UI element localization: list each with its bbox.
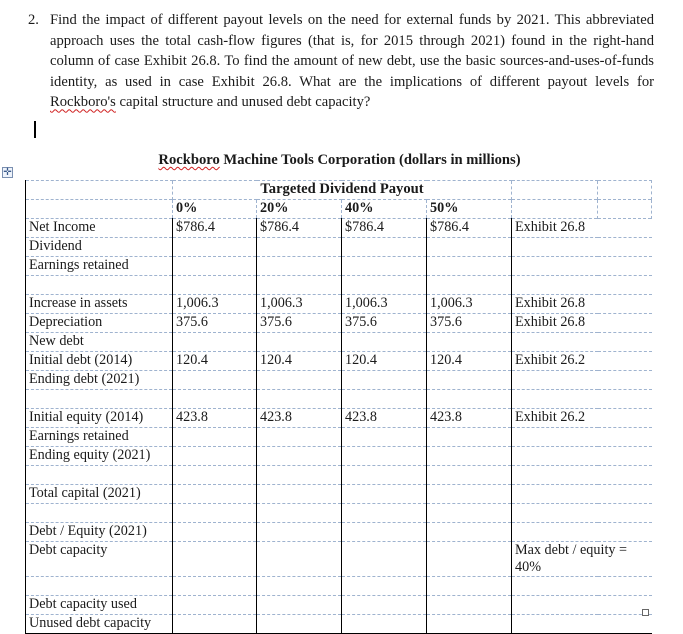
table-row <box>26 504 652 523</box>
value-cell[interactable] <box>342 596 427 615</box>
payout-header: 40% <box>342 200 427 219</box>
row-label[interactable] <box>26 390 173 409</box>
value-cell[interactable] <box>173 257 257 276</box>
value-cell[interactable]: 1,006.3 <box>342 295 427 314</box>
group-header: Targeted Dividend Payout <box>173 181 512 200</box>
value-cell[interactable] <box>427 504 512 523</box>
value-cell[interactable]: 1,006.3 <box>173 295 257 314</box>
value-cell[interactable] <box>173 447 257 466</box>
source-cell[interactable] <box>512 238 652 257</box>
value-cell[interactable] <box>173 615 257 634</box>
value-cell[interactable] <box>257 466 342 485</box>
source-cell[interactable] <box>512 371 652 390</box>
table-row <box>26 447 652 466</box>
value-cell[interactable] <box>173 542 257 577</box>
value-cell[interactable]: 120.4 <box>257 352 342 371</box>
value-cell[interactable] <box>257 238 342 257</box>
value-cell[interactable] <box>257 428 342 447</box>
table-row <box>26 577 652 596</box>
value-cell[interactable] <box>173 276 257 295</box>
value-cell[interactable] <box>173 390 257 409</box>
value-cell[interactable] <box>427 447 512 466</box>
value-cell[interactable] <box>342 447 427 466</box>
title-company: Rockboro <box>158 152 220 168</box>
row-label[interactable]: Debt capacity <box>26 542 173 577</box>
value-cell[interactable] <box>257 276 342 295</box>
row-label[interactable]: Net Income <box>26 219 173 238</box>
value-cell[interactable] <box>342 542 427 577</box>
value-cell[interactable] <box>427 428 512 447</box>
value-cell[interactable] <box>342 428 427 447</box>
value-cell[interactable]: $786.4 <box>427 219 512 238</box>
value-cell[interactable] <box>342 238 427 257</box>
row-label[interactable]: Ending debt (2021) <box>26 371 173 390</box>
value-cell[interactable] <box>342 333 427 352</box>
value-cell[interactable] <box>427 485 512 504</box>
table-row <box>26 371 652 390</box>
value-cell[interactable]: $786.4 <box>342 219 427 238</box>
row-label[interactable]: Initial equity (2014) <box>26 409 173 428</box>
value-cell[interactable] <box>427 596 512 615</box>
value-cell[interactable] <box>257 523 342 542</box>
row-label[interactable]: Initial debt (2014) <box>26 352 173 371</box>
table-row <box>26 276 652 295</box>
source-cell[interactable] <box>512 466 652 485</box>
value-cell[interactable] <box>427 257 512 276</box>
value-cell[interactable] <box>427 238 512 257</box>
value-cell[interactable] <box>342 523 427 542</box>
value-cell[interactable] <box>173 371 257 390</box>
value-cell[interactable] <box>257 615 342 634</box>
table-row <box>26 615 652 634</box>
value-cell[interactable] <box>173 596 257 615</box>
source-cell[interactable] <box>512 276 652 295</box>
row-label[interactable] <box>26 466 173 485</box>
value-cell[interactable]: 423.8 <box>173 409 257 428</box>
value-cell[interactable] <box>257 596 342 615</box>
value-cell[interactable] <box>342 485 427 504</box>
source-cell[interactable] <box>512 485 652 504</box>
value-cell[interactable] <box>427 577 512 596</box>
value-cell[interactable] <box>257 257 342 276</box>
data-table <box>25 180 652 634</box>
table-title: Rockboro Machine Tools Corporation (dollars in millions) <box>158 152 521 168</box>
source-cell[interactable] <box>512 333 652 352</box>
row-label[interactable]: Earnings retained <box>26 428 173 447</box>
row-label[interactable]: Total capital (2021) <box>26 485 173 504</box>
value-cell[interactable] <box>427 276 512 295</box>
source-cell[interactable]: Exhibit 26.8 <box>512 219 652 238</box>
value-cell[interactable]: 423.8 <box>342 409 427 428</box>
row-label[interactable]: Debt capacity used <box>26 596 173 615</box>
source-cell[interactable] <box>512 257 652 276</box>
value-cell[interactable] <box>427 466 512 485</box>
table-row <box>26 428 652 447</box>
row-label[interactable]: Depreciation <box>26 314 173 333</box>
value-cell[interactable]: 375.6 <box>342 314 427 333</box>
payout-header: 50% <box>427 200 512 219</box>
value-cell[interactable] <box>342 466 427 485</box>
value-cell[interactable] <box>173 577 257 596</box>
value-cell[interactable] <box>257 371 342 390</box>
row-label[interactable]: Dividend <box>26 238 173 257</box>
value-cell[interactable] <box>173 428 257 447</box>
source-cell[interactable]: Exhibit 26.2 <box>512 352 652 371</box>
value-cell[interactable] <box>427 371 512 390</box>
source-cell[interactable]: Exhibit 26.8 <box>512 314 652 333</box>
table-row <box>26 352 652 371</box>
value-cell[interactable] <box>257 577 342 596</box>
value-cell[interactable] <box>173 504 257 523</box>
question-paragraph <box>28 10 654 113</box>
table-row <box>26 219 652 238</box>
source-cell[interactable] <box>512 615 652 634</box>
table-row <box>26 238 652 257</box>
value-cell[interactable]: 1,006.3 <box>427 295 512 314</box>
value-cell[interactable] <box>427 542 512 577</box>
value-cell[interactable] <box>257 390 342 409</box>
value-cell[interactable] <box>173 485 257 504</box>
resize-square-icon[interactable] <box>642 609 649 616</box>
table-row <box>26 542 652 577</box>
value-cell[interactable] <box>427 333 512 352</box>
value-cell[interactable] <box>342 504 427 523</box>
row-label[interactable]: Ending equity (2021) <box>26 447 173 466</box>
value-cell[interactable] <box>257 542 342 577</box>
value-cell[interactable] <box>342 371 427 390</box>
value-cell[interactable]: 423.8 <box>427 409 512 428</box>
text-cursor <box>34 121 36 138</box>
row-label[interactable]: New debt <box>26 333 173 352</box>
table-row <box>26 390 652 409</box>
row-label[interactable] <box>26 504 173 523</box>
value-cell[interactable]: $786.4 <box>257 219 342 238</box>
source-cell[interactable]: Exhibit 26.8 <box>512 295 652 314</box>
payout-header: 20% <box>257 200 342 219</box>
value-cell[interactable] <box>342 276 427 295</box>
question-text: Find the impact of different payout levels on the need for external funds by 2021. This abbreviated approach uses the total cash-flow figures (that is, for 2015 through 2021) found in the right-hand column of case Exhibit 26.8. To find the amount of new debt, use the basic sources-and-uses-of-funds identity, as used in case Exhibit 26.8. What are the implications of different payout levels for Rockboro's capital structure and unused debt capacity? <box>50 12 654 111</box>
row-label[interactable]: Unused debt capacity <box>26 615 173 634</box>
value-cell[interactable] <box>173 523 257 542</box>
question-number: 2. <box>28 12 39 28</box>
row-label[interactable]: Debt / Equity (2021) <box>26 523 173 542</box>
value-cell[interactable] <box>427 523 512 542</box>
source-cell[interactable] <box>512 447 652 466</box>
row-label[interactable] <box>26 577 173 596</box>
value-cell[interactable]: 375.6 <box>173 314 257 333</box>
value-cell[interactable]: 375.6 <box>257 314 342 333</box>
value-cell[interactable] <box>257 333 342 352</box>
value-cell[interactable] <box>342 257 427 276</box>
source-cell[interactable]: Exhibit 26.2 <box>512 409 652 428</box>
payout-header: 0% <box>173 200 257 219</box>
table-row <box>26 523 652 542</box>
source-cell[interactable] <box>512 390 652 409</box>
table-row <box>26 466 652 485</box>
value-cell[interactable] <box>427 390 512 409</box>
value-cell[interactable]: $786.4 <box>173 219 257 238</box>
value-cell[interactable] <box>342 577 427 596</box>
value-cell[interactable] <box>427 615 512 634</box>
value-cell[interactable]: 120.4 <box>427 352 512 371</box>
value-cell[interactable] <box>257 447 342 466</box>
value-cell[interactable]: 423.8 <box>257 409 342 428</box>
value-cell[interactable] <box>342 615 427 634</box>
table-row <box>26 314 652 333</box>
source-cell[interactable] <box>512 523 652 542</box>
source-cell[interactable]: Max debt / equity = 40% <box>512 542 652 577</box>
source-cell[interactable] <box>512 596 652 615</box>
value-cell[interactable]: 120.4 <box>342 352 427 371</box>
value-cell[interactable] <box>257 485 342 504</box>
table-row <box>26 409 652 428</box>
table-row <box>26 596 652 615</box>
table-row <box>26 333 652 352</box>
value-cell[interactable]: 120.4 <box>173 352 257 371</box>
value-cell[interactable] <box>257 504 342 523</box>
table-row <box>26 295 652 314</box>
value-cell[interactable]: 1,006.3 <box>257 295 342 314</box>
source-cell[interactable] <box>512 577 652 596</box>
move-cross-icon[interactable]: ✛ <box>3 167 12 178</box>
source-cell[interactable] <box>512 504 652 523</box>
value-cell[interactable] <box>173 238 257 257</box>
row-label[interactable]: Increase in assets <box>26 295 173 314</box>
source-cell[interactable] <box>512 428 652 447</box>
spellcheck-word: Rockboro's <box>50 94 116 111</box>
row-label[interactable] <box>26 276 173 295</box>
value-cell[interactable] <box>173 466 257 485</box>
table-row <box>26 257 652 276</box>
value-cell[interactable] <box>342 390 427 409</box>
row-label[interactable]: Earnings retained <box>26 257 173 276</box>
table-row <box>26 485 652 504</box>
value-cell[interactable]: 375.6 <box>427 314 512 333</box>
value-cell[interactable] <box>173 333 257 352</box>
